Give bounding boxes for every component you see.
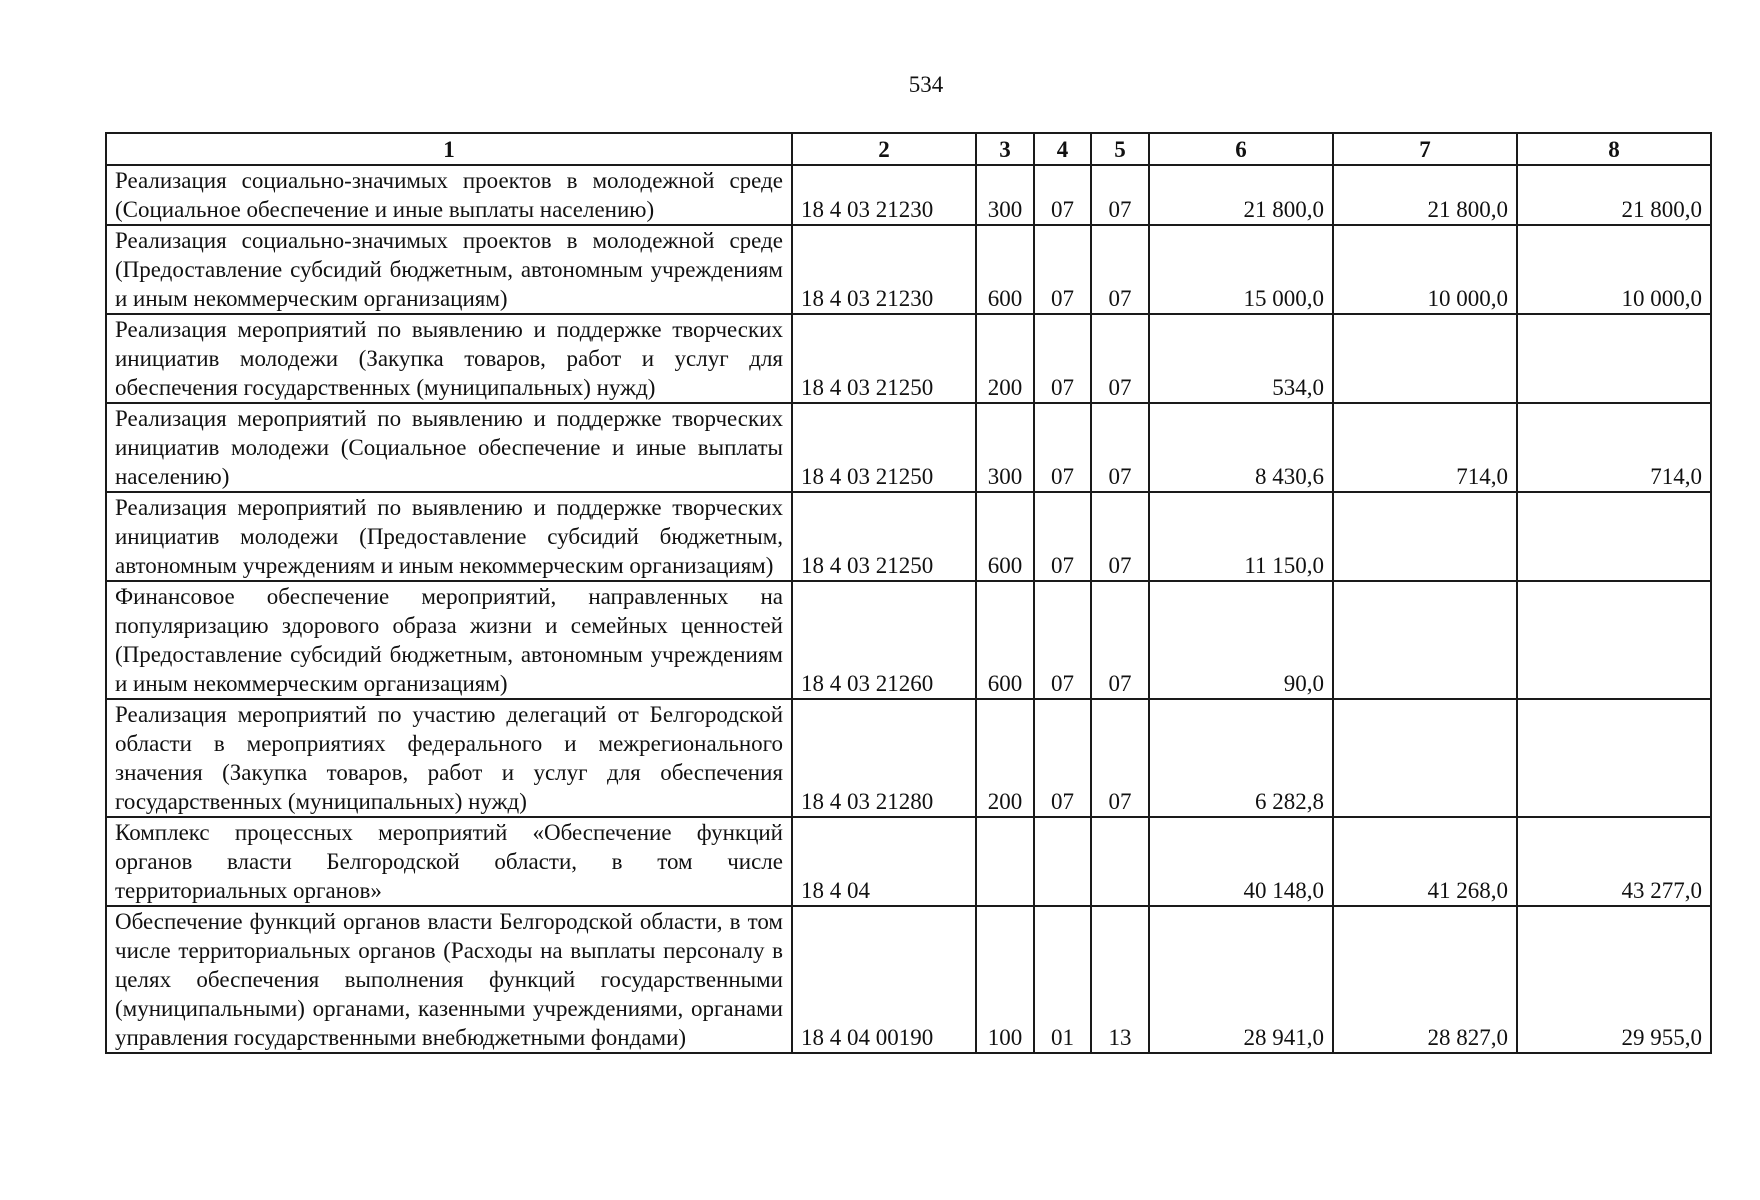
row-description: Финансовое обеспечение мероприятий, направленных на популяризацию здорового образа жизни и семейных ценностей (Предоставление субсидий бюджетным, автономным учреждениям и иным некоммерческим организациям) — [106, 581, 792, 699]
row-code: 18 4 03 21230 — [792, 225, 976, 314]
row-col-5 — [1091, 817, 1149, 906]
row-col-5: 07 — [1091, 314, 1149, 403]
row-col-5: 07 — [1091, 403, 1149, 492]
row-col-5: 13 — [1091, 906, 1149, 1053]
table-row — [106, 403, 1711, 492]
row-col-4: 07 — [1034, 699, 1091, 817]
row-col-4: 07 — [1034, 403, 1091, 492]
row-col-3: 300 — [976, 403, 1034, 492]
row-col-3: 200 — [976, 314, 1034, 403]
row-col-4: 07 — [1034, 225, 1091, 314]
row-col-3: 300 — [976, 165, 1034, 225]
row-description: Комплекс процессных мероприятий «Обеспечение функций органов власти Белгородской области, в том числе территориальных органов» — [106, 817, 792, 906]
row-value-8 — [1517, 699, 1711, 817]
table-row — [106, 314, 1711, 403]
table-row — [106, 225, 1711, 314]
table-row — [106, 492, 1711, 581]
table-row — [106, 165, 1711, 225]
column-header-4: 4 — [1034, 133, 1091, 165]
row-value-7 — [1333, 581, 1517, 699]
header-row — [106, 133, 1711, 165]
column-header-6: 6 — [1149, 133, 1333, 165]
row-col-3: 600 — [976, 492, 1034, 581]
row-value-8: 43 277,0 — [1517, 817, 1711, 906]
column-header-3: 3 — [976, 133, 1034, 165]
row-col-4: 01 — [1034, 906, 1091, 1053]
row-value-6: 6 282,8 — [1149, 699, 1333, 817]
table-row — [106, 817, 1711, 906]
row-description: Реализация мероприятий по участию делегаций от Белгородской области в мероприятиях федерального и межрегионального значения (Закупка товаров, работ и услуг для обеспечения государственных (муниципальных) нужд) — [106, 699, 792, 817]
row-value-6: 15 000,0 — [1149, 225, 1333, 314]
row-value-8 — [1517, 581, 1711, 699]
row-col-3 — [976, 817, 1034, 906]
table-header — [106, 133, 1711, 165]
row-value-7: 28 827,0 — [1333, 906, 1517, 1053]
row-code: 18 4 03 21260 — [792, 581, 976, 699]
column-header-7: 7 — [1333, 133, 1517, 165]
row-code: 18 4 03 21280 — [792, 699, 976, 817]
row-col-5: 07 — [1091, 492, 1149, 581]
column-header-1: 1 — [106, 133, 792, 165]
row-value-7 — [1333, 314, 1517, 403]
page-number: 534 — [908, 72, 944, 97]
table-row — [106, 699, 1711, 817]
row-code: 18 4 04 00190 — [792, 906, 976, 1053]
row-col-5: 07 — [1091, 165, 1149, 225]
row-code: 18 4 03 21230 — [792, 165, 976, 225]
table-body — [106, 165, 1711, 1053]
row-col-5: 07 — [1091, 581, 1149, 699]
row-col-5: 07 — [1091, 225, 1149, 314]
row-code: 18 4 03 21250 — [792, 492, 976, 581]
row-col-5: 07 — [1091, 699, 1149, 817]
row-col-4: 07 — [1034, 581, 1091, 699]
row-value-6: 534,0 — [1149, 314, 1333, 403]
row-value-7 — [1333, 492, 1517, 581]
row-value-7: 21 800,0 — [1333, 165, 1517, 225]
row-col-4: 07 — [1034, 314, 1091, 403]
row-value-8: 21 800,0 — [1517, 165, 1711, 225]
row-value-6: 28 941,0 — [1149, 906, 1333, 1053]
row-value-8 — [1517, 314, 1711, 403]
row-col-4 — [1034, 817, 1091, 906]
row-code: 18 4 03 21250 — [792, 314, 976, 403]
row-value-6: 11 150,0 — [1149, 492, 1333, 581]
row-value-7 — [1333, 699, 1517, 817]
column-header-2: 2 — [792, 133, 976, 165]
row-value-8: 10 000,0 — [1517, 225, 1711, 314]
row-code: 18 4 03 21250 — [792, 403, 976, 492]
row-value-6: 90,0 — [1149, 581, 1333, 699]
table-row — [106, 906, 1711, 1053]
row-value-7: 10 000,0 — [1333, 225, 1517, 314]
row-col-3: 600 — [976, 581, 1034, 699]
row-description: Реализация социально-значимых проектов в молодежной среде (Социальное обеспечение и иные выплаты населению) — [106, 165, 792, 225]
row-description: Реализация мероприятий по выявлению и поддержке творческих инициатив молодежи (Закупка товаров, работ и услуг для обеспечения государственных (муниципальных) нужд) — [106, 314, 792, 403]
row-value-6: 40 148,0 — [1149, 817, 1333, 906]
row-col-3: 100 — [976, 906, 1034, 1053]
table-row — [106, 581, 1711, 699]
column-header-5: 5 — [1091, 133, 1149, 165]
row-col-3: 200 — [976, 699, 1034, 817]
row-value-7: 41 268,0 — [1333, 817, 1517, 906]
row-description: Обеспечение функций органов власти Белгородской области, в том числе территориальных органов (Расходы на выплаты персоналу в целях обеспечения выполнения функций государственными (муниципальными) органами, казенными учреждениями, органами управления государственными внебюджетными фондами) — [106, 906, 792, 1053]
row-value-6: 8 430,6 — [1149, 403, 1333, 492]
row-description: Реализация мероприятий по выявлению и поддержке творческих инициатив молодежи (Предоставление субсидий бюджетным, автономным учреждениям и иным некоммерческим организациям) — [106, 492, 792, 581]
row-col-4: 07 — [1034, 165, 1091, 225]
row-description: Реализация социально-значимых проектов в молодежной среде (Предоставление субсидий бюджетным, автономным учреждениям и иным некоммерческим организациям) — [106, 225, 792, 314]
budget-table — [105, 132, 1712, 1054]
row-value-8 — [1517, 492, 1711, 581]
row-description: Реализация мероприятий по выявлению и поддержке творческих инициатив молодежи (Социальное обеспечение и иные выплаты населению) — [106, 403, 792, 492]
row-value-6: 21 800,0 — [1149, 165, 1333, 225]
row-code: 18 4 04 — [792, 817, 976, 906]
column-header-8: 8 — [1517, 133, 1711, 165]
row-col-3: 600 — [976, 225, 1034, 314]
row-value-7: 714,0 — [1333, 403, 1517, 492]
row-value-8: 29 955,0 — [1517, 906, 1711, 1053]
row-col-4: 07 — [1034, 492, 1091, 581]
row-value-8: 714,0 — [1517, 403, 1711, 492]
